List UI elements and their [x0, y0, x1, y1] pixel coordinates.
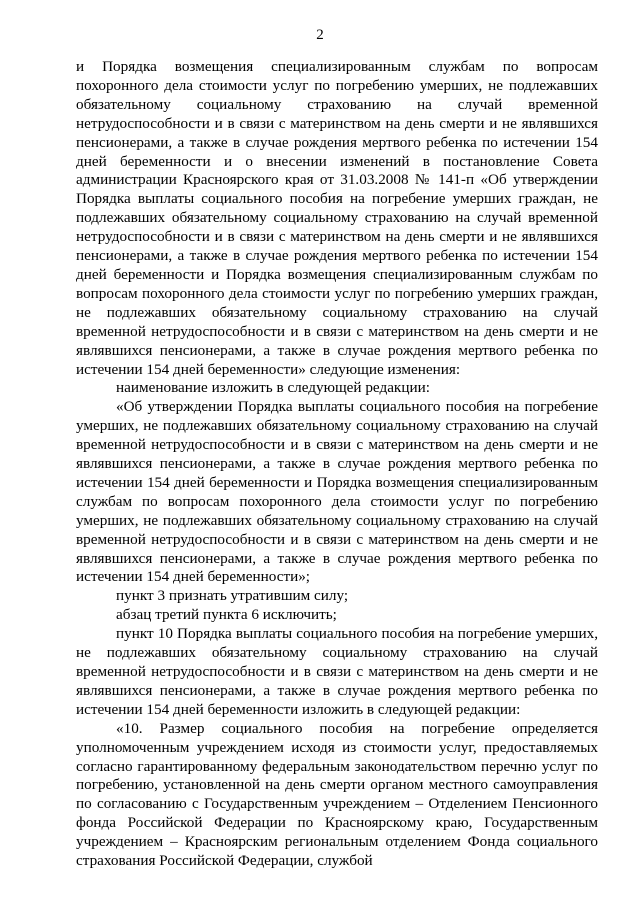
paragraph-4: пункт 3 признать утратившим силу; [116, 587, 349, 605]
paragraph-5: абзац третий пункта 6 исключить; [116, 606, 337, 624]
paragraph-7: «10. Размер социального пособия на погребение определяется уполномоченным учреждением исходя из стоимости услуг, предоставляемых согласно гарантированному федеральным законодательством перечню услуг по погребению, установленной на день смерти органом местного самоуправления по согласованию с Государственным учреждением – Отделением Пенсионного фонда Российской Федерации по Красноярскому краю, Государственным учреждением – Красноярским региональным отделением Фонда социального страхования Российской Федерации, службой [76, 719, 598, 870]
document-body [76, 58, 598, 871]
paragraph-3: «Об утверждении Порядка выплаты социального пособия на погребение умерших, не подлежавших обязательному социальному страхованию на случай временной нетрудоспособности и в связи с материнством на день смерти и не являвшихся пенсионерами, а также в случае рождения мертвого ребенка по истечении 154 дней беременности и Порядка возмещения специализированным службам по вопросам похоронного дела стоимости услуг по погребению умерших, не подлежавших обязательному социальному страхованию на случай временной нетрудоспособности и в связи с материнством на день смерти и не являвшихся пенсионерами, а также в случае рождения мертвого ребенка по истечении 154 дней беременности»; [76, 398, 598, 586]
paragraph-1: и Порядка возмещения специализированным службам по вопросам похоронного дела стоимости услуг по погребению умерших, не подлежавших обязательному социальному страхованию на случай временной нетрудоспособности и в связи с материнством на день смерти и не являвшихся пенсионерами, а также в случае рождения мертвого ребенка по истечении 154 дней беременности и о внесении изменений в постановление Совета администрации Красноярского края от 31.03.2008 № 141-п «Об утверждении Порядка выплаты социального пособия на погребение умерших граждан, не подлежавших обязательному социальному страхованию на случай временной нетрудоспособности и в связи с материнством на день смерти и не являвшихся пенсионерами, а также в случае рождения мертвого ребенка по истечении 154 дней беременности и Порядка возмещения специализированным службам по вопросам похоронного дела стоимости услуг по погребению умерших граждан, не подлежавших обязательному социальному страхованию на случай временной нетрудоспособности и в связи с материнством на день смерти и не являвшихся пенсионерами, а также в случае рождения мертвого ребенка по истечении 154 дней беременности» следующие изменения: [76, 58, 598, 378]
paragraph-6: пункт 10 Порядка выплаты социального пособия на погребение умерших, не подлежавших обязательному социальному страхованию на случай временной нетрудоспособности и в связи с материнством на день смерти и не являвшихся пенсионерами, а также в случае рождения мертвого ребенка по истечении 154 дней беременности изложить в следующей редакции: [76, 625, 598, 718]
page-number: 2 [316, 27, 324, 43]
paragraph-2: наименование изложить в следующей редакции: [116, 379, 430, 397]
